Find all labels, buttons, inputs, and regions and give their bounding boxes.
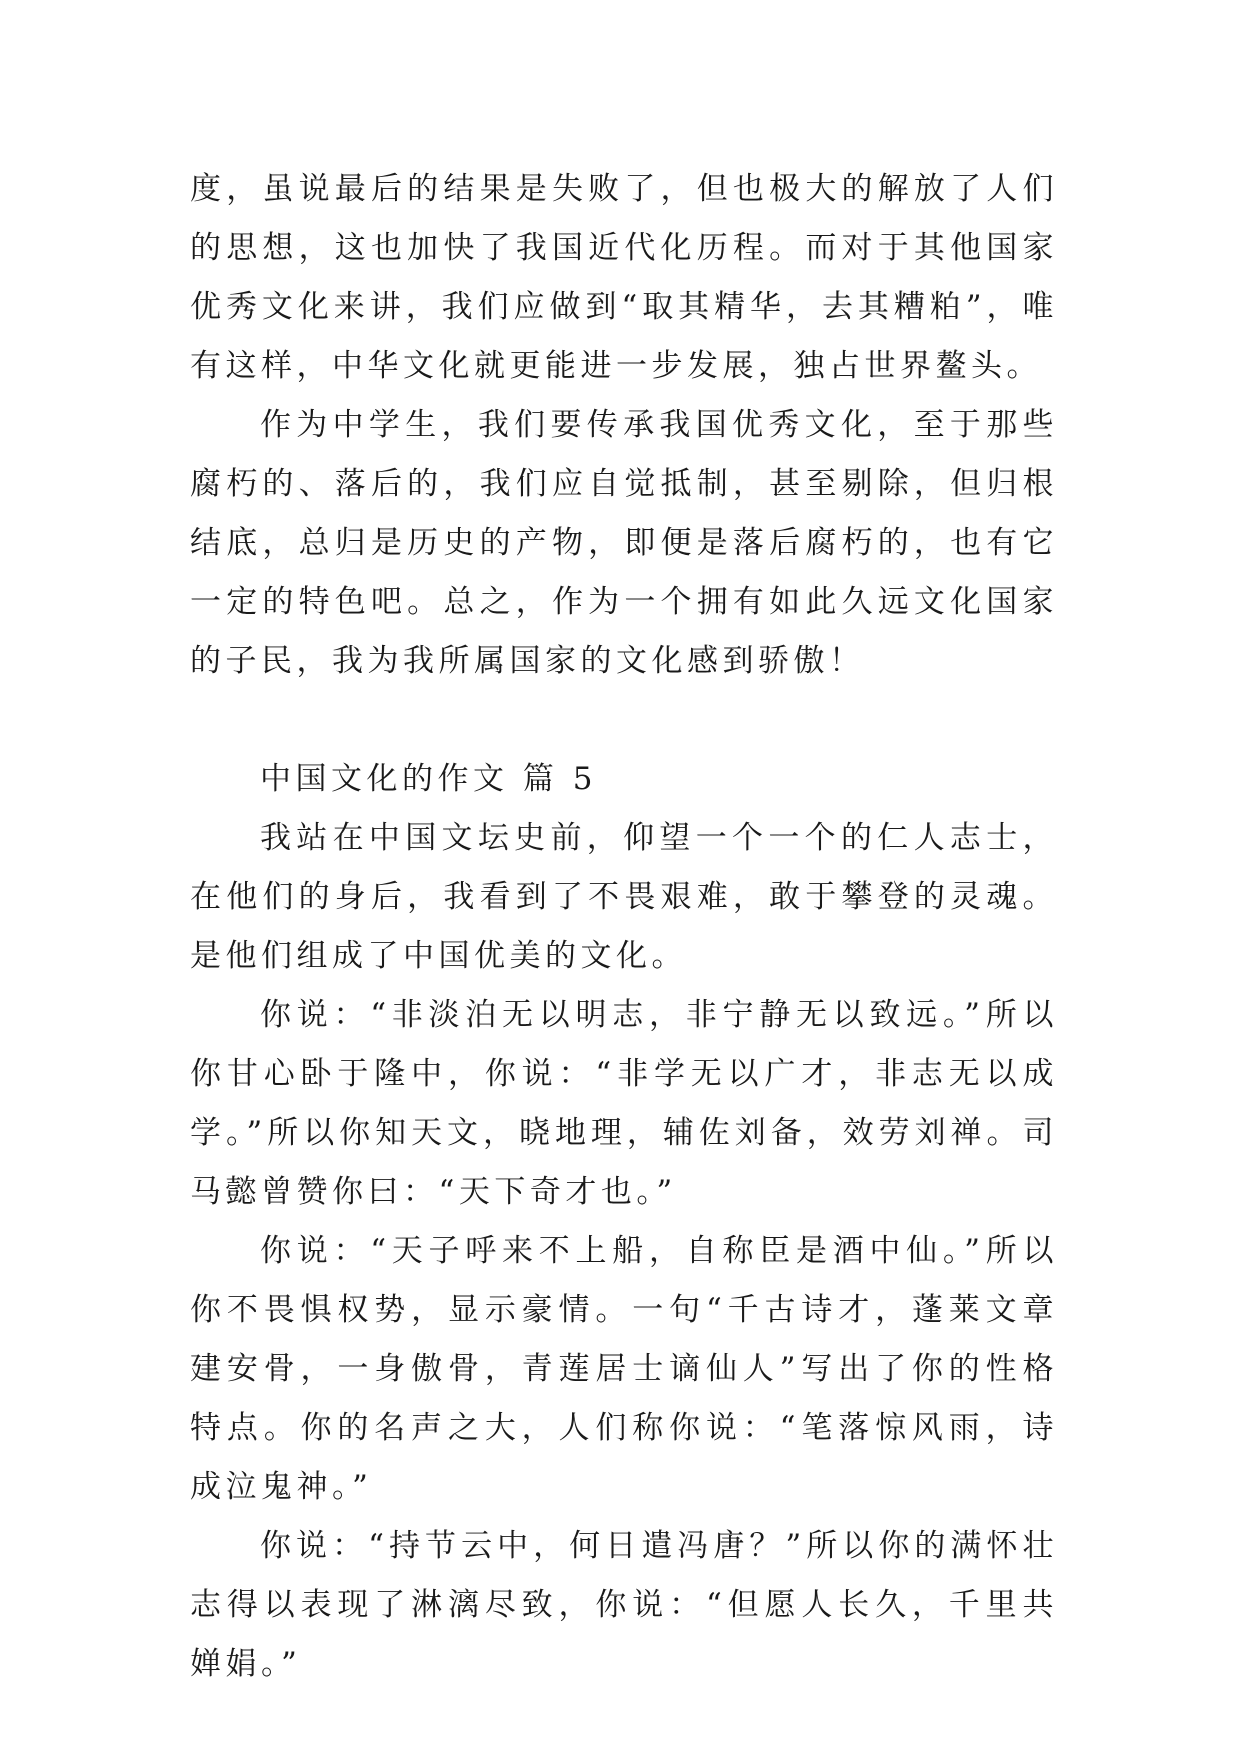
paragraph-6: 你说：“持节云中，何日遣冯唐？”所以你的满怀壮志得以表现了淋漓尽致，你说：“但愿人长久，千里共婵娟。”: [190, 1528, 1058, 1682]
section-spacer: [190, 691, 1058, 750]
paragraph-2: 作为中学生，我们要传承我国优秀文化，至于那些腐朽的、落后的，我们应自觉抵制，甚至剔除，但归根结底，总归是历史的产物，即便是落后腐朽的，也有它一定的特色吧。总之，作为一个拥有如此久远文化国家的子民，我为我所属国家的文化感到骄傲！: [190, 407, 1058, 679]
document-body: [190, 160, 1058, 1694]
paragraph-4: 你说：“非淡泊无以明志，非宁静无以致远。”所以你甘心卧于隆中，你说：“非学无以广才，非志无以成学。”所以你知天文，晓地理，辅佐刘备，效劳刘禅。司马懿曾赞你曰：“天下奇才也。”: [190, 997, 1058, 1210]
paragraph-5: 你说：“天子呼来不上船，自称臣是酒中仙。”所以你不畏惧权势，显示豪情。一句“千古诗才，蓬莱文章建安骨，一身傲骨，青莲居士谪仙人”写出了你的性格特点。你的名声之大，人们称你说：“笔落惊风雨，诗成泣鬼神。”: [190, 1233, 1058, 1505]
paragraph-3: 我站在中国文坛史前，仰望一个一个的仁人志士，在他们的身后，我看到了不畏艰难，敢于攀登的灵魂。是他们组成了中国优美的文化。: [190, 820, 1058, 974]
paragraph-1: 度，虽说最后的结果是失败了，但也极大的解放了人们的思想，这也加快了我国近代化历程。而对于其他国家优秀文化来讲，我们应做到“取其精华，去其糟粕”，唯有这样，中华文化就更能进一步发展，独占世界鳌头。: [190, 171, 1058, 384]
section-title: 中国文化的作文 篇 5: [260, 761, 597, 797]
